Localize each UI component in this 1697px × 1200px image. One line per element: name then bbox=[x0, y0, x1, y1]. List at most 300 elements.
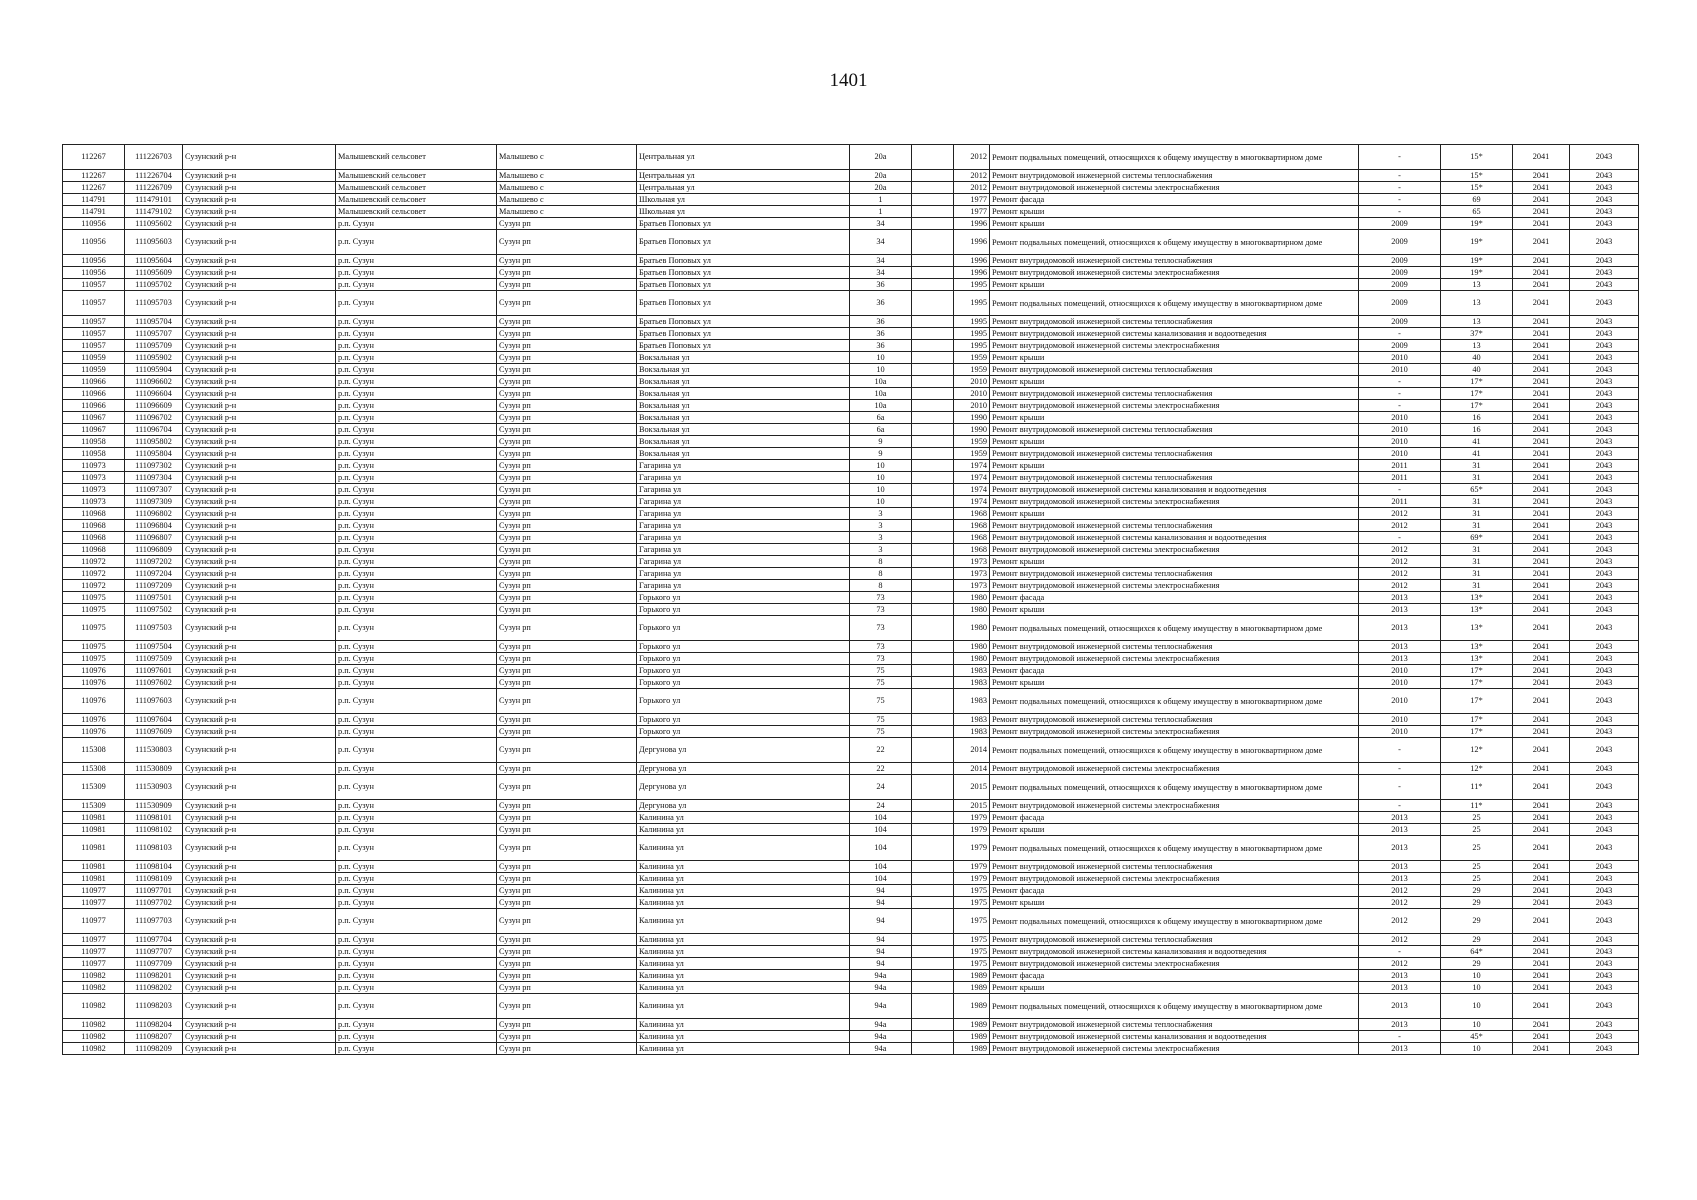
cell-locality: Малышево с bbox=[497, 206, 637, 218]
cell-year-built: 1989 bbox=[954, 994, 990, 1019]
cell-wear-percent: 31 bbox=[1441, 544, 1513, 556]
cell-start-year: 2041 bbox=[1513, 909, 1570, 934]
cell-last-repair-year: - bbox=[1359, 1031, 1441, 1043]
cell-house-number: 10а bbox=[850, 376, 912, 388]
cell-street: Горького ул bbox=[637, 653, 850, 665]
cell-building bbox=[912, 616, 954, 641]
cell-work-id: 111097709 bbox=[125, 958, 183, 970]
cell-settlement: р.п. Сузун bbox=[336, 496, 497, 508]
table-row bbox=[63, 763, 1639, 775]
cell-building bbox=[912, 1031, 954, 1043]
cell-settlement: Малышевский сельсовет bbox=[336, 170, 497, 182]
cell-district: Сузунский р-н bbox=[183, 352, 336, 364]
cell-building bbox=[912, 909, 954, 934]
cell-building bbox=[912, 958, 954, 970]
cell-work-type: Ремонт внутридомовой инженерной системы электроснабжения bbox=[990, 1043, 1359, 1055]
table-row bbox=[63, 994, 1639, 1019]
cell-district: Сузунский р-н bbox=[183, 665, 336, 677]
cell-street: Горького ул bbox=[637, 726, 850, 738]
cell-work-type: Ремонт внутридомовой инженерной системы теплоснабжения bbox=[990, 170, 1359, 182]
cell-house-id: 112267 bbox=[63, 170, 125, 182]
cell-house-number: 75 bbox=[850, 677, 912, 689]
cell-work-id: 111096602 bbox=[125, 376, 183, 388]
cell-year-built: 1959 bbox=[954, 364, 990, 376]
cell-house-number: 9 bbox=[850, 448, 912, 460]
cell-last-repair-year: 2009 bbox=[1359, 218, 1441, 230]
cell-settlement: р.п. Сузун bbox=[336, 352, 497, 364]
cell-district: Сузунский р-н bbox=[183, 568, 336, 580]
cell-start-year: 2041 bbox=[1513, 763, 1570, 775]
cell-district: Сузунский р-н bbox=[183, 460, 336, 472]
cell-work-type: Ремонт внутридомовой инженерной системы теплоснабжения bbox=[990, 520, 1359, 532]
cell-end-year: 2043 bbox=[1570, 194, 1639, 206]
cell-building bbox=[912, 376, 954, 388]
cell-locality: Сузун рп bbox=[497, 824, 637, 836]
cell-settlement: р.п. Сузун bbox=[336, 775, 497, 800]
cell-year-built: 1959 bbox=[954, 448, 990, 460]
cell-settlement: р.п. Сузун bbox=[336, 460, 497, 472]
cell-settlement: р.п. Сузун bbox=[336, 316, 497, 328]
cell-last-repair-year: 2013 bbox=[1359, 982, 1441, 994]
cell-street: Калинина ул bbox=[637, 897, 850, 909]
cell-wear-percent: 29 bbox=[1441, 958, 1513, 970]
cell-start-year: 2041 bbox=[1513, 1043, 1570, 1055]
cell-building bbox=[912, 267, 954, 279]
cell-work-id: 111097304 bbox=[125, 472, 183, 484]
cell-last-repair-year: 2009 bbox=[1359, 316, 1441, 328]
cell-house-id: 110967 bbox=[63, 424, 125, 436]
cell-settlement: р.п. Сузун bbox=[336, 400, 497, 412]
cell-house-number: 75 bbox=[850, 665, 912, 677]
cell-end-year: 2043 bbox=[1570, 665, 1639, 677]
cell-settlement: р.п. Сузун bbox=[336, 800, 497, 812]
cell-street: Горького ул bbox=[637, 641, 850, 653]
cell-district: Сузунский р-н bbox=[183, 885, 336, 897]
cell-street: Горького ул bbox=[637, 665, 850, 677]
cell-house-id: 110975 bbox=[63, 616, 125, 641]
cell-last-repair-year: 2010 bbox=[1359, 352, 1441, 364]
cell-locality: Сузун рп bbox=[497, 1031, 637, 1043]
cell-house-number: 36 bbox=[850, 291, 912, 316]
cell-house-id: 110975 bbox=[63, 604, 125, 616]
cell-district: Сузунский р-н bbox=[183, 812, 336, 824]
cell-last-repair-year: 2012 bbox=[1359, 885, 1441, 897]
cell-locality: Сузун рп bbox=[497, 677, 637, 689]
cell-work-type: Ремонт крыши bbox=[990, 376, 1359, 388]
cell-street: Братьев Поповых ул bbox=[637, 316, 850, 328]
cell-year-built: 1996 bbox=[954, 267, 990, 279]
cell-work-id: 111096802 bbox=[125, 508, 183, 520]
cell-work-id: 111097509 bbox=[125, 653, 183, 665]
cell-settlement: р.п. Сузун bbox=[336, 824, 497, 836]
cell-locality: Сузун рп bbox=[497, 328, 637, 340]
cell-work-id: 111095902 bbox=[125, 352, 183, 364]
cell-work-id: 111097602 bbox=[125, 677, 183, 689]
cell-street: Калинина ул bbox=[637, 1043, 850, 1055]
cell-district: Сузунский р-н bbox=[183, 230, 336, 255]
cell-district: Сузунский р-н bbox=[183, 472, 336, 484]
cell-locality: Малышево с bbox=[497, 182, 637, 194]
cell-work-id: 111097701 bbox=[125, 885, 183, 897]
cell-building bbox=[912, 170, 954, 182]
cell-work-type: Ремонт внутридомовой инженерной системы канализования и водоотведения bbox=[990, 532, 1359, 544]
cell-house-number: 73 bbox=[850, 592, 912, 604]
cell-wear-percent: 45* bbox=[1441, 1031, 1513, 1043]
table-row bbox=[63, 508, 1639, 520]
cell-house-number: 1 bbox=[850, 194, 912, 206]
cell-wear-percent: 29 bbox=[1441, 909, 1513, 934]
cell-start-year: 2041 bbox=[1513, 532, 1570, 544]
cell-wear-percent: 31 bbox=[1441, 460, 1513, 472]
cell-settlement: р.п. Сузун bbox=[336, 364, 497, 376]
cell-wear-percent: 17* bbox=[1441, 677, 1513, 689]
cell-work-type: Ремонт внутридомовой инженерной системы теплоснабжения bbox=[990, 388, 1359, 400]
cell-wear-percent: 10 bbox=[1441, 970, 1513, 982]
cell-district: Сузунский р-н bbox=[183, 412, 336, 424]
cell-start-year: 2041 bbox=[1513, 291, 1570, 316]
cell-house-number: 104 bbox=[850, 836, 912, 861]
cell-work-id: 111095602 bbox=[125, 218, 183, 230]
cell-last-repair-year: - bbox=[1359, 532, 1441, 544]
cell-wear-percent: 17* bbox=[1441, 665, 1513, 677]
cell-district: Сузунский р-н bbox=[183, 544, 336, 556]
cell-house-id: 110976 bbox=[63, 665, 125, 677]
cell-end-year: 2043 bbox=[1570, 1019, 1639, 1031]
cell-work-type: Ремонт фасада bbox=[990, 970, 1359, 982]
cell-locality: Сузун рп bbox=[497, 604, 637, 616]
cell-settlement: р.п. Сузун bbox=[336, 885, 497, 897]
repair-schedule-table bbox=[62, 144, 1639, 1055]
cell-settlement: р.п. Сузун bbox=[336, 1043, 497, 1055]
cell-street: Вокзальная ул bbox=[637, 364, 850, 376]
cell-locality: Сузун рп bbox=[497, 388, 637, 400]
cell-wear-percent: 37* bbox=[1441, 328, 1513, 340]
cell-street: Вокзальная ул bbox=[637, 424, 850, 436]
cell-end-year: 2043 bbox=[1570, 291, 1639, 316]
cell-last-repair-year: 2010 bbox=[1359, 665, 1441, 677]
cell-locality: Сузун рп bbox=[497, 267, 637, 279]
table-row bbox=[63, 255, 1639, 267]
cell-locality: Сузун рп bbox=[497, 556, 637, 568]
cell-building bbox=[912, 352, 954, 364]
cell-last-repair-year: 2013 bbox=[1359, 604, 1441, 616]
cell-locality: Сузун рп bbox=[497, 532, 637, 544]
cell-year-built: 1995 bbox=[954, 291, 990, 316]
cell-last-repair-year: - bbox=[1359, 388, 1441, 400]
cell-last-repair-year: 2013 bbox=[1359, 1043, 1441, 1055]
cell-year-built: 2015 bbox=[954, 775, 990, 800]
cell-work-id: 111095707 bbox=[125, 328, 183, 340]
cell-start-year: 2041 bbox=[1513, 424, 1570, 436]
table-row bbox=[63, 1031, 1639, 1043]
table-row bbox=[63, 352, 1639, 364]
cell-house-number: 94 bbox=[850, 897, 912, 909]
cell-last-repair-year: 2010 bbox=[1359, 436, 1441, 448]
cell-house-number: 36 bbox=[850, 316, 912, 328]
cell-building bbox=[912, 448, 954, 460]
cell-work-id: 111097501 bbox=[125, 592, 183, 604]
table-row bbox=[63, 861, 1639, 873]
cell-locality: Сузун рп bbox=[497, 812, 637, 824]
cell-district: Сузунский р-н bbox=[183, 1019, 336, 1031]
cell-year-built: 1983 bbox=[954, 726, 990, 738]
cell-house-number: 9 bbox=[850, 436, 912, 448]
cell-house-number: 20а bbox=[850, 182, 912, 194]
cell-settlement: р.п. Сузун bbox=[336, 616, 497, 641]
cell-end-year: 2043 bbox=[1570, 873, 1639, 885]
cell-last-repair-year: 2012 bbox=[1359, 520, 1441, 532]
cell-house-number: 6а bbox=[850, 412, 912, 424]
cell-start-year: 2041 bbox=[1513, 400, 1570, 412]
cell-settlement: р.п. Сузун bbox=[336, 544, 497, 556]
cell-locality: Сузун рп bbox=[497, 897, 637, 909]
cell-start-year: 2041 bbox=[1513, 653, 1570, 665]
cell-work-id: 111098109 bbox=[125, 873, 183, 885]
cell-work-id: 111098204 bbox=[125, 1019, 183, 1031]
cell-last-repair-year: - bbox=[1359, 194, 1441, 206]
cell-start-year: 2041 bbox=[1513, 279, 1570, 291]
cell-settlement: р.п. Сузун bbox=[336, 994, 497, 1019]
cell-last-repair-year: 2012 bbox=[1359, 508, 1441, 520]
cell-year-built: 1975 bbox=[954, 897, 990, 909]
cell-district: Сузунский р-н bbox=[183, 400, 336, 412]
cell-house-number: 8 bbox=[850, 556, 912, 568]
cell-settlement: Малышевский сельсовет bbox=[336, 182, 497, 194]
cell-work-type: Ремонт крыши bbox=[990, 556, 1359, 568]
cell-building bbox=[912, 1043, 954, 1055]
cell-last-repair-year: 2010 bbox=[1359, 677, 1441, 689]
cell-last-repair-year: - bbox=[1359, 376, 1441, 388]
cell-work-id: 111098202 bbox=[125, 982, 183, 994]
cell-street: Калинина ул bbox=[637, 812, 850, 824]
cell-street: Школьная ул bbox=[637, 194, 850, 206]
table-row bbox=[63, 653, 1639, 665]
cell-work-id: 111479102 bbox=[125, 206, 183, 218]
cell-house-number: 94а bbox=[850, 1043, 912, 1055]
cell-wear-percent: 25 bbox=[1441, 861, 1513, 873]
cell-building bbox=[912, 388, 954, 400]
cell-work-type: Ремонт крыши bbox=[990, 508, 1359, 520]
cell-end-year: 2043 bbox=[1570, 472, 1639, 484]
cell-work-id: 111098209 bbox=[125, 1043, 183, 1055]
cell-year-built: 2012 bbox=[954, 170, 990, 182]
table-row bbox=[63, 532, 1639, 544]
cell-work-type: Ремонт внутридомовой инженерной системы электроснабжения bbox=[990, 653, 1359, 665]
cell-house-id: 110966 bbox=[63, 400, 125, 412]
cell-building bbox=[912, 279, 954, 291]
cell-work-type: Ремонт крыши bbox=[990, 218, 1359, 230]
cell-settlement: р.п. Сузун bbox=[336, 412, 497, 424]
cell-last-repair-year: 2010 bbox=[1359, 689, 1441, 714]
cell-work-id: 111097302 bbox=[125, 460, 183, 472]
cell-year-built: 1995 bbox=[954, 328, 990, 340]
cell-work-id: 111095604 bbox=[125, 255, 183, 267]
cell-settlement: р.п. Сузун bbox=[336, 230, 497, 255]
cell-settlement: р.п. Сузун bbox=[336, 508, 497, 520]
cell-settlement: р.п. Сузун bbox=[336, 267, 497, 279]
table-row bbox=[63, 376, 1639, 388]
cell-wear-percent: 31 bbox=[1441, 568, 1513, 580]
cell-house-id: 110968 bbox=[63, 508, 125, 520]
table-row bbox=[63, 909, 1639, 934]
cell-district: Сузунский р-н bbox=[183, 714, 336, 726]
cell-locality: Сузун рп bbox=[497, 909, 637, 934]
cell-settlement: р.п. Сузун bbox=[336, 738, 497, 763]
cell-house-id: 110981 bbox=[63, 861, 125, 873]
table-row bbox=[63, 800, 1639, 812]
cell-house-number: 94 bbox=[850, 885, 912, 897]
cell-year-built: 1979 bbox=[954, 861, 990, 873]
cell-last-repair-year: 2013 bbox=[1359, 873, 1441, 885]
cell-work-id: 111530903 bbox=[125, 775, 183, 800]
table-row bbox=[63, 424, 1639, 436]
cell-last-repair-year: 2012 bbox=[1359, 958, 1441, 970]
cell-year-built: 2015 bbox=[954, 800, 990, 812]
cell-year-built: 1983 bbox=[954, 665, 990, 677]
cell-building bbox=[912, 677, 954, 689]
cell-building bbox=[912, 230, 954, 255]
cell-end-year: 2043 bbox=[1570, 230, 1639, 255]
cell-street: Братьев Поповых ул bbox=[637, 255, 850, 267]
cell-work-type: Ремонт подвальных помещений, относящихся к общему имуществу в многоквартирном доме bbox=[990, 836, 1359, 861]
table-row bbox=[63, 604, 1639, 616]
cell-last-repair-year: 2012 bbox=[1359, 897, 1441, 909]
cell-work-type: Ремонт внутридомовой инженерной системы электроснабжения bbox=[990, 726, 1359, 738]
cell-work-id: 111097704 bbox=[125, 934, 183, 946]
cell-settlement: р.п. Сузун bbox=[336, 934, 497, 946]
cell-house-id: 110956 bbox=[63, 267, 125, 279]
cell-work-type: Ремонт внутридомовой инженерной системы теплоснабжения bbox=[990, 861, 1359, 873]
cell-wear-percent: 25 bbox=[1441, 824, 1513, 836]
cell-building bbox=[912, 520, 954, 532]
cell-last-repair-year: - bbox=[1359, 400, 1441, 412]
cell-district: Сузунский р-н bbox=[183, 897, 336, 909]
cell-settlement: р.п. Сузун bbox=[336, 1019, 497, 1031]
cell-building bbox=[912, 885, 954, 897]
cell-work-id: 111096807 bbox=[125, 532, 183, 544]
table-row bbox=[63, 145, 1639, 170]
cell-end-year: 2043 bbox=[1570, 279, 1639, 291]
cell-house-id: 110982 bbox=[63, 1031, 125, 1043]
cell-year-built: 1975 bbox=[954, 934, 990, 946]
cell-work-type: Ремонт внутридомовой инженерной системы электроснабжения bbox=[990, 182, 1359, 194]
cell-building bbox=[912, 689, 954, 714]
cell-settlement: р.п. Сузун bbox=[336, 484, 497, 496]
cell-start-year: 2041 bbox=[1513, 340, 1570, 352]
cell-house-number: 3 bbox=[850, 520, 912, 532]
cell-wear-percent: 29 bbox=[1441, 934, 1513, 946]
cell-year-built: 1980 bbox=[954, 604, 990, 616]
cell-settlement: р.п. Сузун bbox=[336, 279, 497, 291]
cell-wear-percent: 13 bbox=[1441, 291, 1513, 316]
cell-locality: Сузун рп bbox=[497, 994, 637, 1019]
cell-street: Гагарина ул bbox=[637, 460, 850, 472]
cell-year-built: 1975 bbox=[954, 909, 990, 934]
cell-district: Сузунский р-н bbox=[183, 436, 336, 448]
cell-street: Калинина ул bbox=[637, 909, 850, 934]
cell-last-repair-year: - bbox=[1359, 738, 1441, 763]
cell-year-built: 1995 bbox=[954, 340, 990, 352]
cell-last-repair-year: 2010 bbox=[1359, 424, 1441, 436]
cell-wear-percent: 19* bbox=[1441, 255, 1513, 267]
cell-last-repair-year: 2010 bbox=[1359, 448, 1441, 460]
cell-start-year: 2041 bbox=[1513, 568, 1570, 580]
cell-settlement: р.п. Сузун bbox=[336, 714, 497, 726]
cell-work-id: 111098101 bbox=[125, 812, 183, 824]
table-row bbox=[63, 556, 1639, 568]
cell-last-repair-year: - bbox=[1359, 484, 1441, 496]
cell-locality: Сузун рп bbox=[497, 970, 637, 982]
cell-work-id: 111098103 bbox=[125, 836, 183, 861]
cell-end-year: 2043 bbox=[1570, 836, 1639, 861]
cell-building bbox=[912, 665, 954, 677]
cell-work-id: 111095703 bbox=[125, 291, 183, 316]
cell-house-id: 110956 bbox=[63, 230, 125, 255]
cell-work-type: Ремонт фасада bbox=[990, 194, 1359, 206]
cell-street: Вокзальная ул bbox=[637, 376, 850, 388]
cell-work-id: 111226703 bbox=[125, 145, 183, 170]
cell-work-id: 111096609 bbox=[125, 400, 183, 412]
cell-street: Центральная ул bbox=[637, 182, 850, 194]
cell-house-number: 1 bbox=[850, 206, 912, 218]
cell-start-year: 2041 bbox=[1513, 388, 1570, 400]
cell-house-number: 73 bbox=[850, 604, 912, 616]
cell-locality: Сузун рп bbox=[497, 520, 637, 532]
cell-street: Гагарина ул bbox=[637, 556, 850, 568]
cell-settlement: р.п. Сузун bbox=[336, 388, 497, 400]
cell-house-id: 110957 bbox=[63, 316, 125, 328]
cell-house-id: 115309 bbox=[63, 800, 125, 812]
cell-year-built: 1974 bbox=[954, 496, 990, 508]
cell-work-id: 111479101 bbox=[125, 194, 183, 206]
cell-district: Сузунский р-н bbox=[183, 775, 336, 800]
cell-start-year: 2041 bbox=[1513, 800, 1570, 812]
cell-wear-percent: 17* bbox=[1441, 726, 1513, 738]
cell-end-year: 2043 bbox=[1570, 885, 1639, 897]
cell-building bbox=[912, 255, 954, 267]
cell-year-built: 2012 bbox=[954, 145, 990, 170]
cell-district: Сузунский р-н bbox=[183, 970, 336, 982]
cell-house-id: 110982 bbox=[63, 1043, 125, 1055]
table-row bbox=[63, 340, 1639, 352]
cell-start-year: 2041 bbox=[1513, 508, 1570, 520]
cell-year-built: 1989 bbox=[954, 1043, 990, 1055]
cell-house-number: 8 bbox=[850, 580, 912, 592]
cell-settlement: р.п. Сузун bbox=[336, 1031, 497, 1043]
cell-last-repair-year: 2013 bbox=[1359, 1019, 1441, 1031]
cell-street: Дергунова ул bbox=[637, 763, 850, 775]
cell-street: Калинина ул bbox=[637, 885, 850, 897]
table-row bbox=[63, 230, 1639, 255]
cell-locality: Сузун рп bbox=[497, 738, 637, 763]
cell-year-built: 1983 bbox=[954, 714, 990, 726]
cell-start-year: 2041 bbox=[1513, 836, 1570, 861]
cell-start-year: 2041 bbox=[1513, 352, 1570, 364]
cell-last-repair-year: - bbox=[1359, 946, 1441, 958]
cell-start-year: 2041 bbox=[1513, 580, 1570, 592]
cell-locality: Сузун рп bbox=[497, 1043, 637, 1055]
cell-work-type: Ремонт внутридомовой инженерной системы теплоснабжения bbox=[990, 714, 1359, 726]
cell-street: Калинина ул bbox=[637, 970, 850, 982]
cell-settlement: р.п. Сузун bbox=[336, 218, 497, 230]
cell-work-id: 111097209 bbox=[125, 580, 183, 592]
cell-settlement: р.п. Сузун bbox=[336, 328, 497, 340]
cell-street: Гагарина ул bbox=[637, 484, 850, 496]
cell-start-year: 2041 bbox=[1513, 218, 1570, 230]
cell-district: Сузунский р-н bbox=[183, 1031, 336, 1043]
cell-wear-percent: 10 bbox=[1441, 982, 1513, 994]
cell-settlement: р.п. Сузун bbox=[336, 812, 497, 824]
